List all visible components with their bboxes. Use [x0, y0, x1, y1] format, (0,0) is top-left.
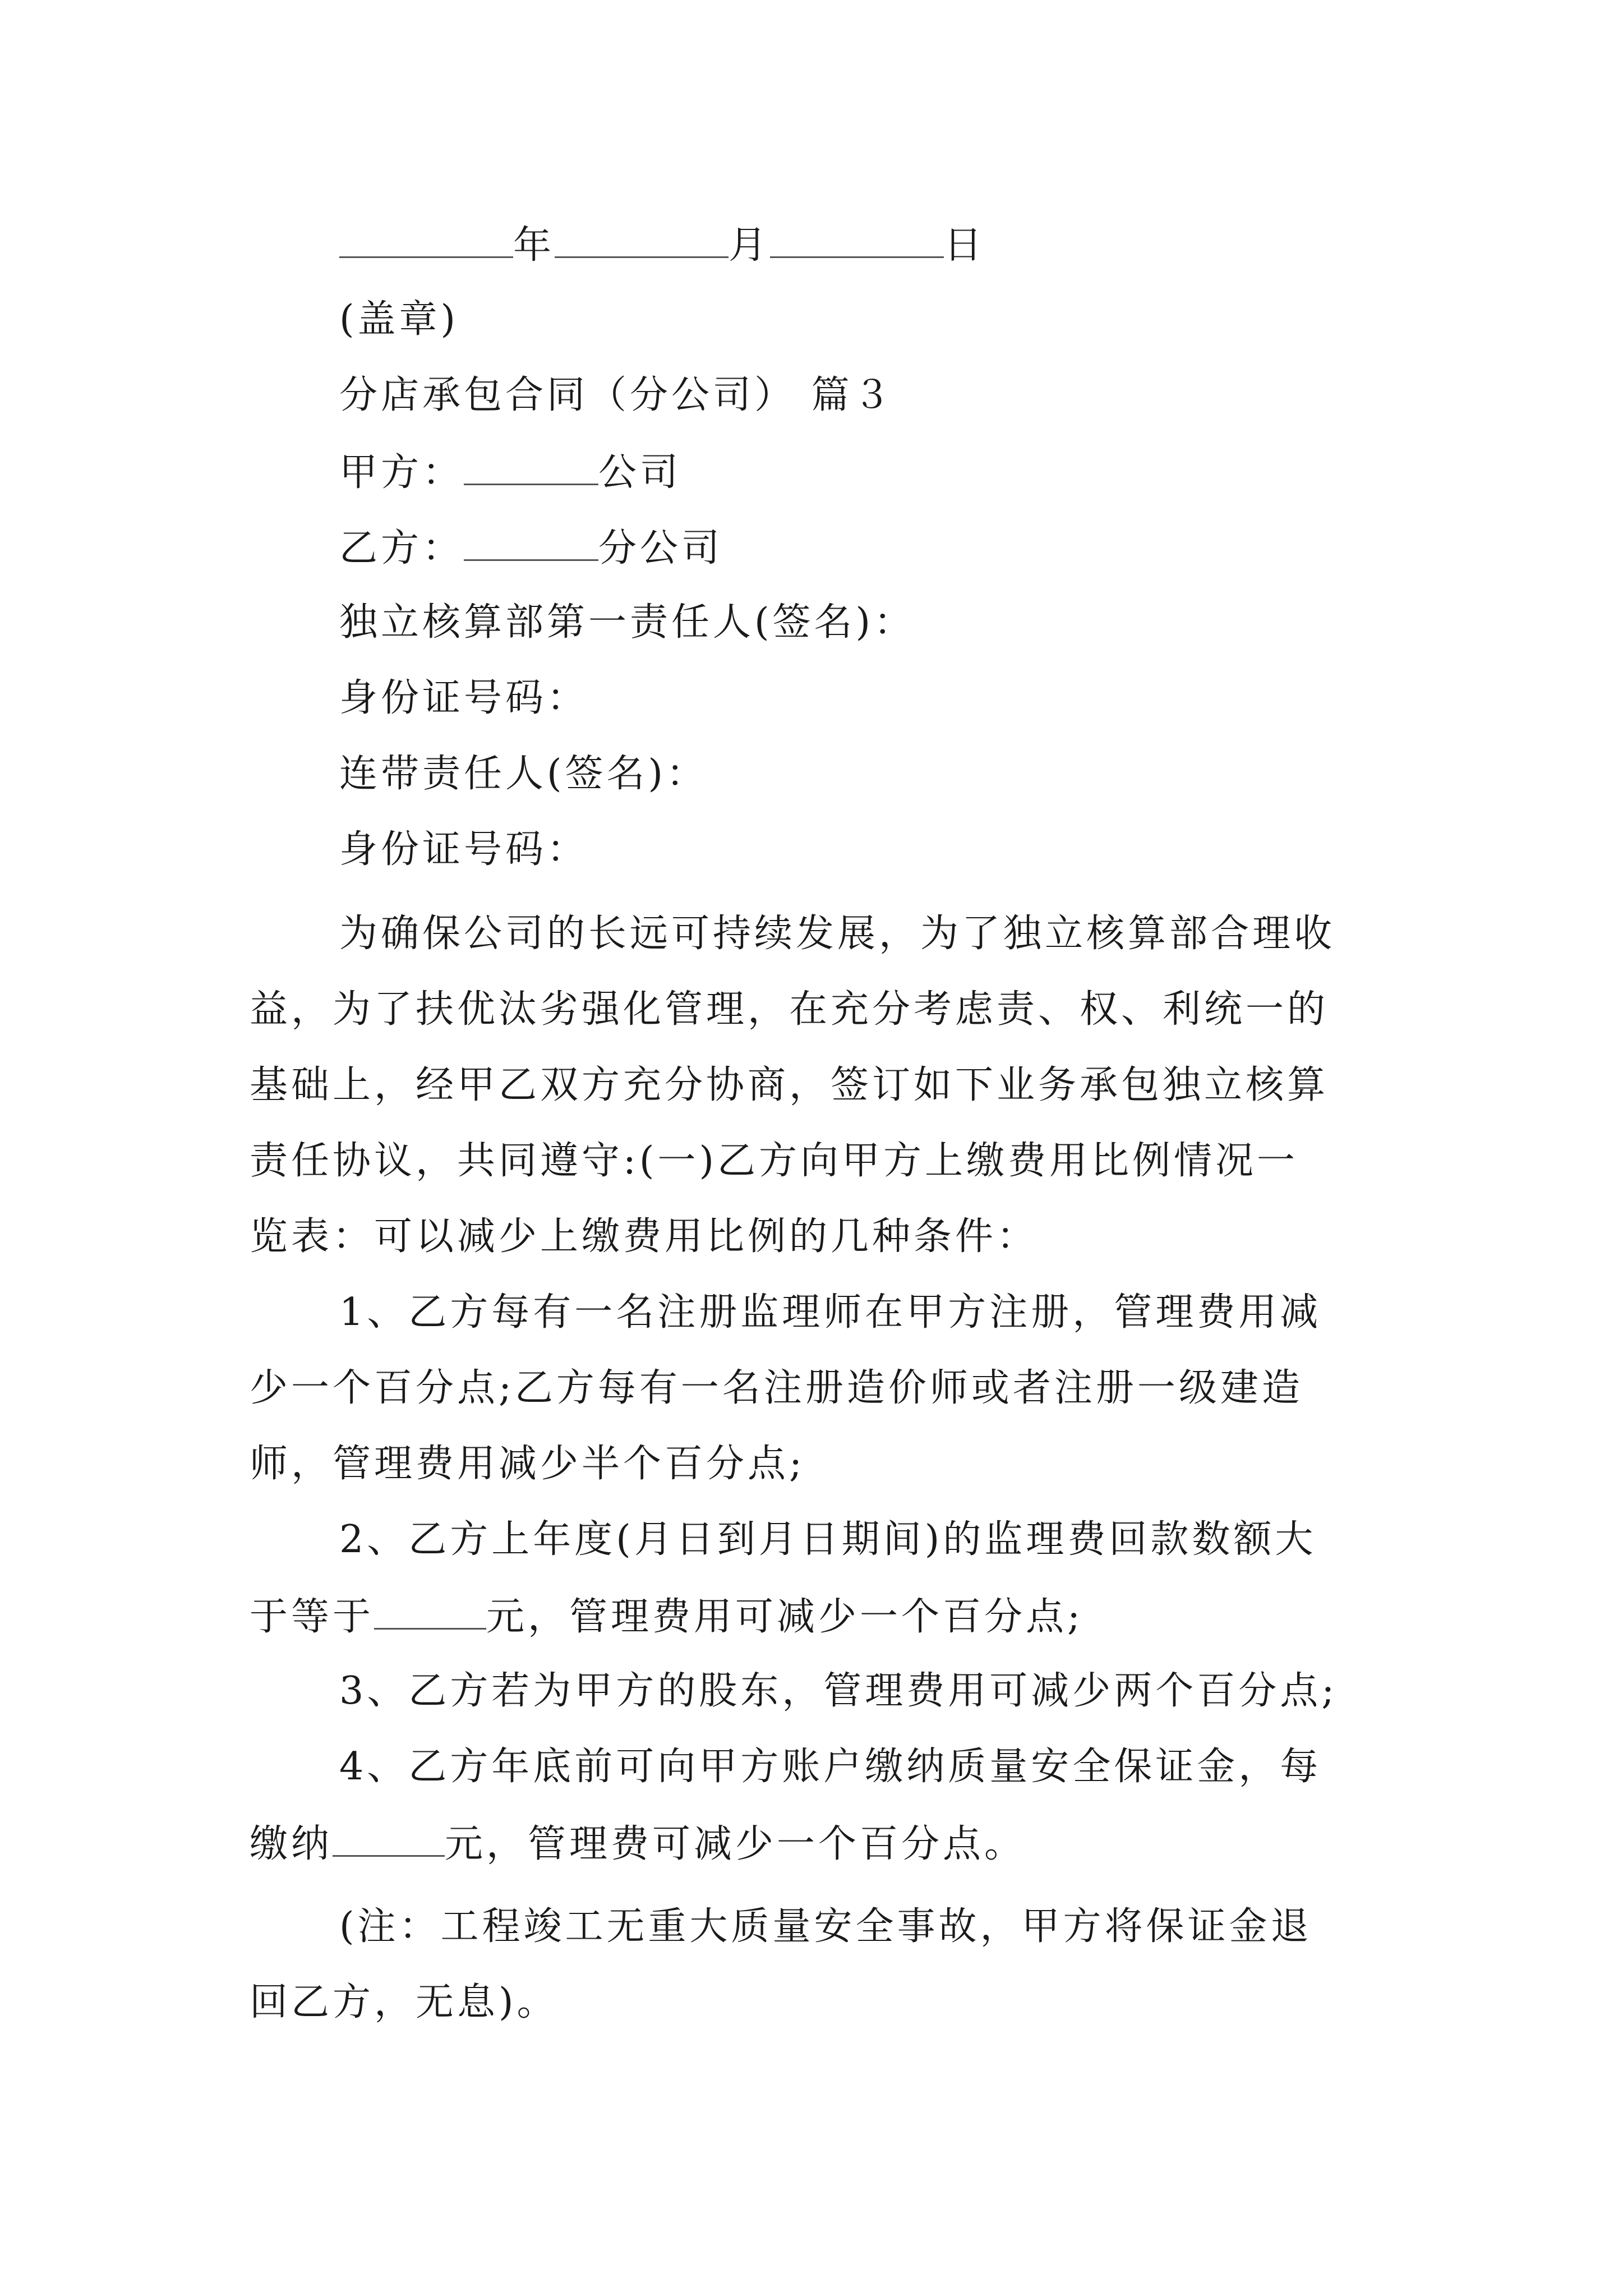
party-a-blank — [464, 449, 598, 485]
month-label: 月 — [728, 223, 771, 268]
date-line — [339, 222, 985, 266]
month-blank — [555, 222, 728, 258]
first-responsible-label: 独立核算部第一责任人(签名)： — [339, 600, 916, 645]
intro-line-1: 为确保公司的长远可持续发展，为了独立核算部合理收 — [339, 912, 1336, 956]
item4-suffix: 元，管理费可减少一个百分点。 — [445, 1822, 1026, 1866]
party-a-suffix: 公司 — [598, 450, 682, 495]
year-label: 年 — [513, 223, 555, 268]
intro-line-3: 基础上，经甲乙双方充分协商，签订如下业务承包独立核算 — [250, 1063, 1329, 1107]
section-title: 分店承包合同（分公司） 篇３ — [339, 373, 895, 417]
intro-line-2: 益，为了扶优汰劣强化管理，在充分考虑责、权、利统一的 — [250, 987, 1329, 1032]
year-blank — [339, 222, 513, 258]
party-b-line — [339, 524, 723, 569]
item2-prefix: 于等于 — [250, 1595, 375, 1639]
party-b-blank — [464, 524, 598, 561]
day-blank — [770, 222, 944, 258]
item4-prefix: 缴纳 — [250, 1822, 333, 1866]
note-line-1: (注：工程竣工无重大质量安全事故，甲方将保证金退 — [339, 1904, 1312, 1949]
item1-line-3: 师，管理费用减少半个百分点; — [250, 1442, 805, 1486]
party-b-suffix: 分公司 — [598, 526, 723, 570]
item3-line: 3、乙方若为甲方的股东，管理费用可减少两个百分点; — [339, 1669, 1338, 1713]
seal-text: (盖章) — [339, 297, 459, 342]
item2-line-1: 2、乙方上年度(月日到月日期间)的监理费回款数额大 — [339, 1517, 1317, 1562]
day-label: 日 — [944, 223, 986, 268]
id-number-label-1: 身份证号码： — [339, 676, 589, 720]
id-number-label-2: 身份证号码： — [339, 827, 589, 872]
item4-line-2 — [250, 1820, 1026, 1865]
party-b-label: 乙方： — [339, 526, 464, 570]
party-a-label: 甲方： — [339, 450, 464, 495]
item4-amount-blank — [333, 1820, 445, 1857]
item2-line-2 — [250, 1593, 1083, 1638]
item1-line-2: 少一个百分点;乙方每有一名注册造价师或者注册一级建造 — [250, 1366, 1303, 1410]
intro-line-5: 览表：可以减少上缴费用比例的几种条件： — [250, 1214, 1039, 1259]
joint-responsible-label: 连带责任人(签名)： — [339, 752, 708, 796]
item2-suffix: 元，管理费用可减少一个百分点; — [486, 1595, 1083, 1639]
item2-amount-blank — [374, 1593, 486, 1630]
item1-line-1: 1、乙方每有一名注册监理师在甲方注册，管理费用减 — [339, 1290, 1322, 1335]
note-line-2: 回乙方，无息)。 — [250, 1980, 559, 2024]
item4-line-1: 4、乙方年底前可向甲方账户缴纳质量安全保证金，每 — [339, 1745, 1322, 1789]
intro-line-4: 责任协议，共同遵守:(一)乙方向甲方上缴费用比例情况一 — [250, 1139, 1298, 1183]
party-a-line — [339, 449, 681, 494]
